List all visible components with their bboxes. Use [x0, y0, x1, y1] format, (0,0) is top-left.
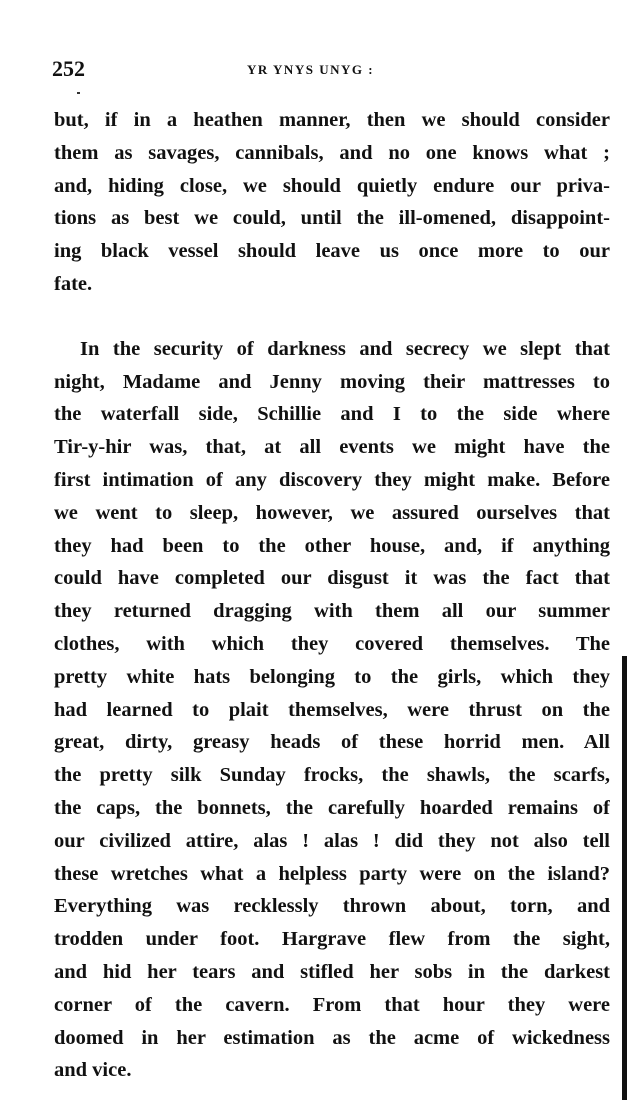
text-line: they returned dragging with them all our summer	[54, 600, 610, 623]
text-line: Everything was recklessly thrown about, torn, and	[54, 895, 610, 918]
text-line: we went to sleep, however, we assured ourselves that	[54, 501, 610, 524]
ink-speck	[77, 92, 80, 94]
text-line: and hid her tears and stifled her sobs in the darkest	[54, 960, 610, 983]
text-line: our civilized attire, alas ! alas ! did they not also tell	[54, 829, 610, 852]
paragraph-1	[54, 104, 610, 301]
text-line: ing black vessel should leave us once more to our	[54, 240, 610, 263]
running-title: YR YNYS UNYG :	[247, 62, 375, 77]
scan-edge-shadow	[622, 656, 627, 1100]
text-line: first intimation of any discovery they might make. Before	[54, 468, 610, 491]
text-line: pretty white hats belonging to the girls, which they	[54, 665, 610, 688]
text-line: could have completed our disgust it was the fact that	[54, 567, 610, 590]
page-header	[52, 56, 612, 86]
text-line: corner of the cavern. From that hour they were	[54, 993, 610, 1016]
text-line: the waterfall side, Schillie and I to the side where	[54, 403, 610, 426]
text-line: and vice.	[54, 1059, 132, 1082]
text-line: doomed in her estimation as the acme of wickedness	[54, 1026, 610, 1049]
paragraph-2	[54, 333, 610, 1087]
text-line: but, if in a heathen manner, then we should consider	[54, 109, 610, 131]
text-line: In the security of darkness and secrecy we slept that	[80, 337, 610, 360]
text-line: they had been to the other house, and, if anything	[54, 534, 610, 557]
text-line: night, Madame and Jenny moving their mattresses to	[54, 370, 610, 393]
text-line: trodden under foot. Hargrave flew from the sight,	[54, 928, 610, 951]
text-line: had learned to plait themselves, were thrust on the	[54, 698, 610, 721]
text-line: the pretty silk Sunday frocks, the shawls, the scarfs,	[54, 764, 610, 787]
text-line: the caps, the bonnets, the carefully hoarded remains of	[54, 796, 610, 819]
body-text	[54, 104, 610, 1087]
text-line: tions as best we could, until the ill-omened, disappoint-	[54, 207, 610, 230]
paragraph-gap	[54, 301, 610, 333]
page-number: 252	[52, 56, 85, 81]
text-line: clothes, with which they covered themselves. The	[54, 632, 610, 655]
text-line: Tir-y-hir was, that, at all events we might have the	[54, 436, 610, 459]
text-line: these wretches what a helpless party were on the island?	[54, 862, 610, 885]
text-line: and, hiding close, we should quietly endure our priva-	[54, 174, 610, 197]
text-line: fate.	[54, 272, 93, 295]
text-line: them as savages, cannibals, and no one knows what ;	[54, 141, 610, 164]
text-line: great, dirty, greasy heads of these horrid men. All	[54, 731, 610, 754]
